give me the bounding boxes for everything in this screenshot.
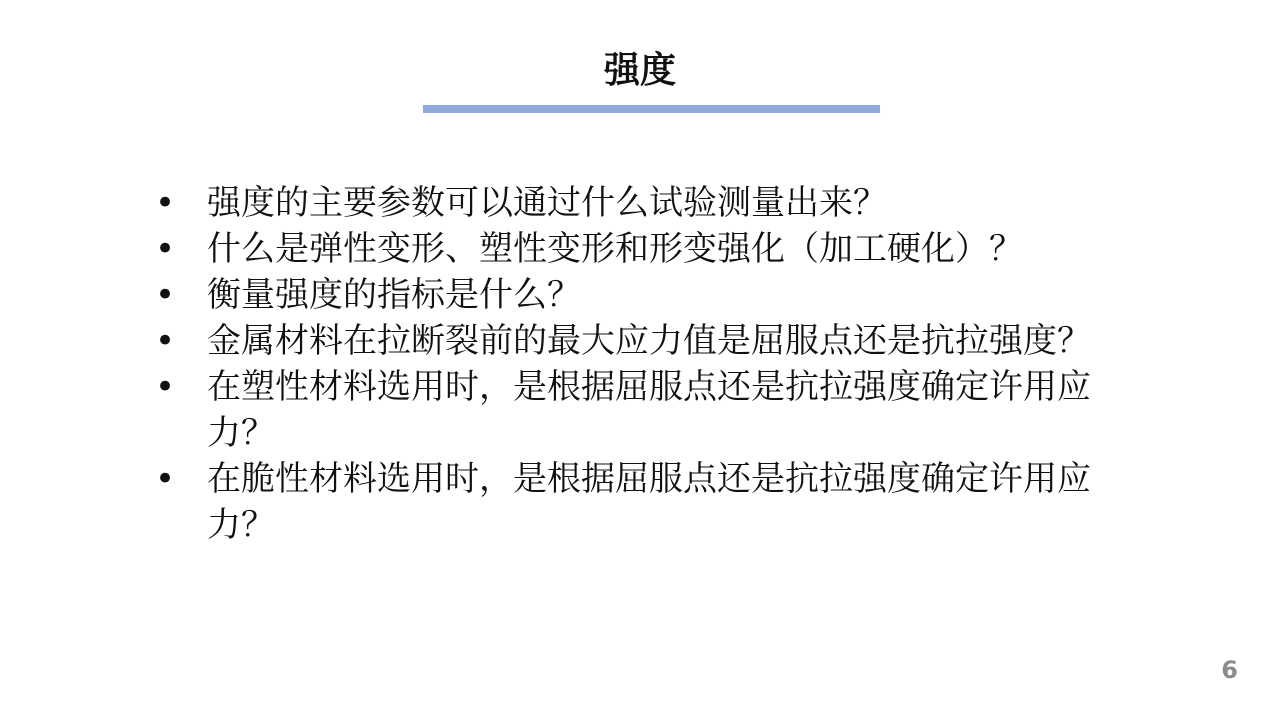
bullet-icon: • [155, 321, 176, 361]
slide-title: 强度 [603, 50, 676, 91]
bullet-text: 在塑性材料选用时，是根据屈服点还是抗拉强度确定许用应力？ [207, 367, 1091, 453]
bullet-text: 衡量强度的指标是什么？ [207, 275, 581, 315]
list-item [155, 364, 1115, 456]
list-item [155, 318, 1115, 364]
bullet-list [155, 180, 1115, 548]
list-item [155, 180, 1115, 226]
page-number: 6 [1221, 656, 1238, 684]
bullet-text: 金属材料在拉断裂前的最大应力值是屈服点还是抗拉强度？ [207, 321, 1091, 361]
list-item [155, 272, 1115, 318]
bullet-icon: • [155, 459, 176, 499]
title-underline [423, 105, 880, 113]
bullet-text: 强度的主要参数可以通过什么试验测量出来？ [207, 183, 887, 223]
list-item [155, 226, 1115, 272]
bullet-icon: • [155, 367, 176, 407]
bullet-icon: • [155, 275, 176, 315]
bullet-icon: • [155, 229, 176, 269]
list-item [155, 456, 1115, 548]
bullet-icon: • [155, 183, 176, 223]
bullet-text: 什么是弹性变形、塑性变形和形变强化（加工硬化）？ [207, 229, 1023, 269]
bullet-text: 在脆性材料选用时，是根据屈服点还是抗拉强度确定许用应力？ [207, 459, 1091, 545]
